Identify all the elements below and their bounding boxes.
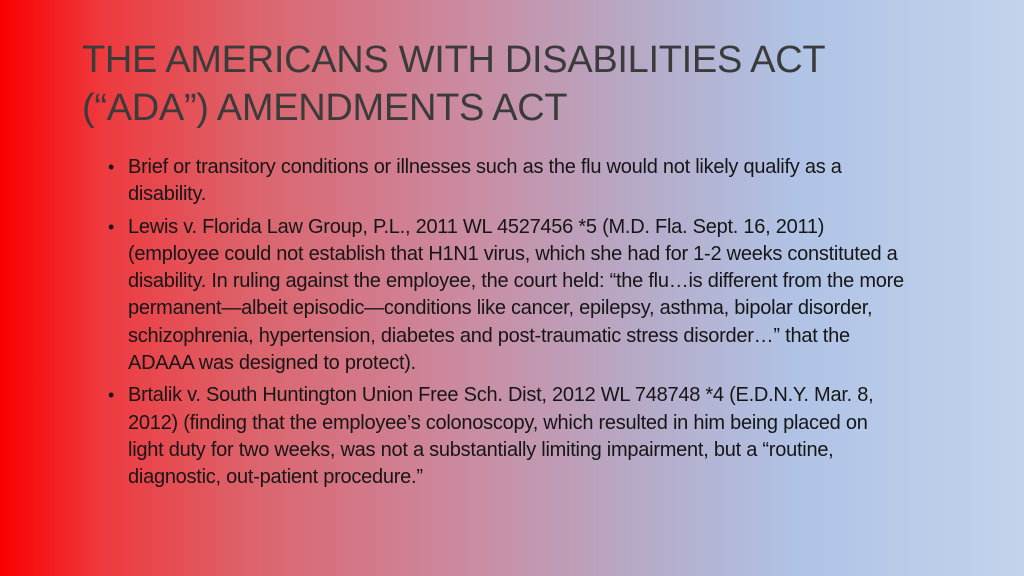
bullet-icon: • xyxy=(108,216,115,237)
bullet-item-transitory-conditions xyxy=(108,154,908,209)
slide-title-line-2: (“ADA”) AMENDMENTS ACT xyxy=(82,87,568,129)
bullet-icon: • xyxy=(108,157,115,177)
bullet-list xyxy=(108,154,908,497)
slide-title xyxy=(82,36,982,132)
bullet-text: Brief or transitory conditions or illnesses such as the flu would not likely qualify as a disability. xyxy=(128,156,842,206)
slide-title-line-1: THE AMERICANS WITH DISABILITIES ACT xyxy=(82,39,826,81)
bullet-text: Lewis v. Florida Law Group, P.L., 2011 WL 4527456 *5 (M.D. Fla. Sept. 16, 2011) (employee could not establish that H1N1 virus, which she had for 1-2 weeks constituted a disability. In ruling against the employee, the court held: “the flu…is different from the more permanent—albeit episodic—conditions like cancer, epilepsy, asthma, bipolar disorder, schizophrenia, hypertension, diabetes and post-traumatic stress disorder…” that the ADAAA was designed to protect). xyxy=(128,215,904,375)
bullet-item-lewis-case xyxy=(108,214,908,378)
bullet-text: Brtalik v. South Huntington Union Free Sch. Dist, 2012 WL 748748 *4 (E.D.N.Y. Mar. 8, 2012) (finding that the employee’s colonoscopy, which resulted in him being placed on light duty for two weeks, was not a substantially limiting impairment, but a “routine, diagnostic, out-patient procedure.” xyxy=(128,384,874,489)
bullet-icon: • xyxy=(108,385,115,406)
bullet-item-brtalik-case xyxy=(108,382,908,491)
